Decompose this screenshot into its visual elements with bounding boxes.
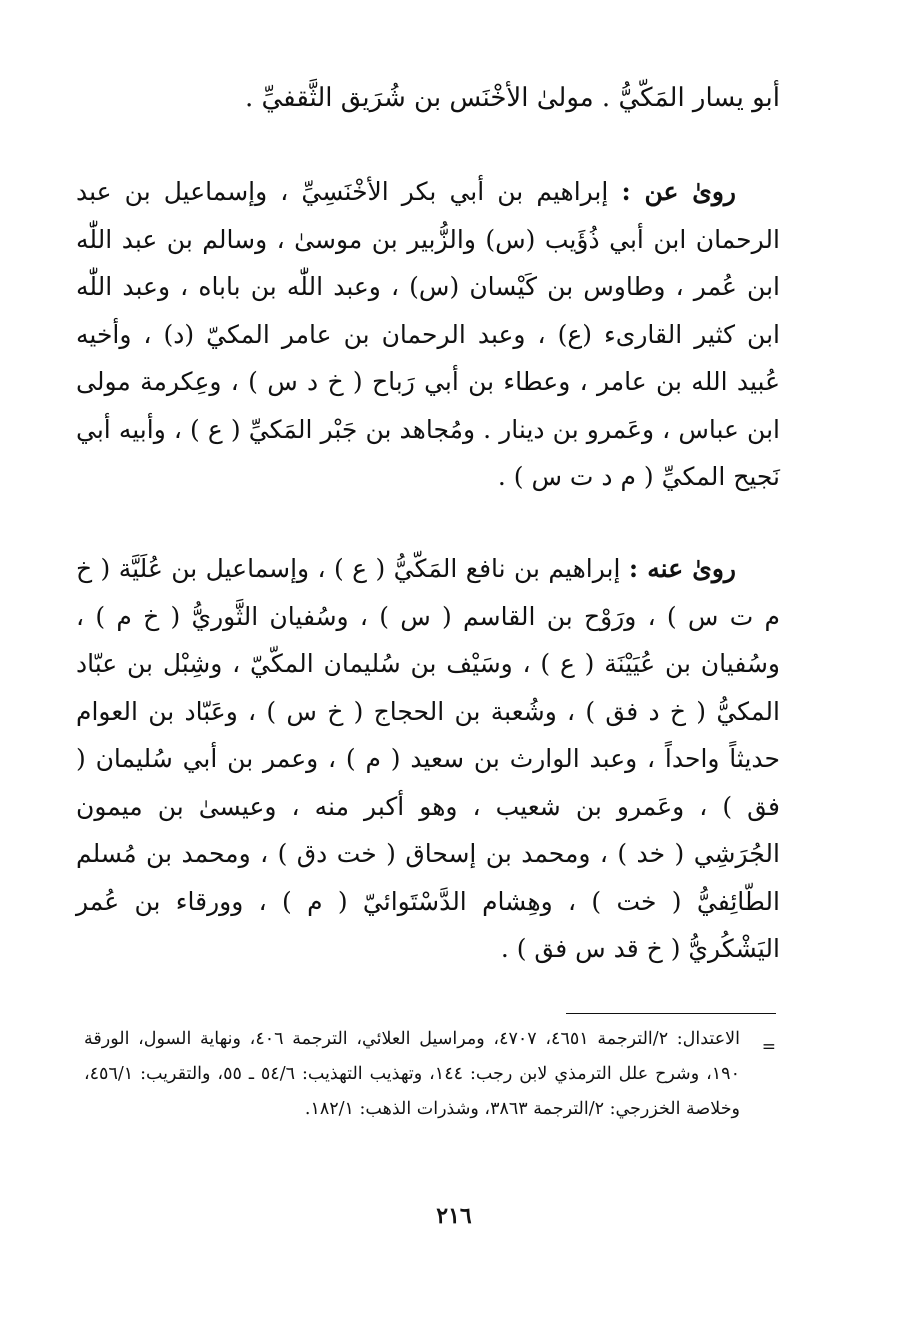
- narrated-from-section: [76, 168, 780, 501]
- narrated-by-heading: روىٰ عنه :: [628, 554, 736, 583]
- narrated-by-section: [76, 545, 780, 973]
- narrated-by-text: إبراهيم بن نافع المَكّيُّ ( ع ) ، وإسماعيل بن عُلَيَّة ( خ م ت س ) ، ورَوْح بن القاسم ( س ) ، وسُفيان الثَّوريُّ ( خ م ) ، وسُفيان بن عُيَيْنَة ( ع ) ، وسَيْف بن سُليمان المكّيّ ، وشِبْل بن عبّاد المكيُّ ( خ د فق ) ، وشُعبة بن الحجاج ( خ س ) ، وعَبّاد بن العوام حديثاً واحداً ، وعبد الوارث بن سعيد ( م ) ، وعمر بن أبي سُليمان ( فق ) ، وعَمرو بن شعيب ، وهو أكبر منه ، وعيسىٰ بن ميمون الجُرَشِي ( خد ) ، ومحمد بن إسحاق ( خت دق ) ، ومحمد بن مُسلم الطّائِفيُّ ( خت ) ، وهِشام الدَّسْتَوائيّ ( م ) ، وورقاء بن عُمر اليَشْكُريُّ ( خ قد س فق ) .: [76, 554, 780, 963]
- footnote-continuation-marker: =: [761, 1037, 776, 1057]
- page-number: ٢١٦: [436, 1203, 472, 1229]
- footnote-text: الاعتدال: ٢/الترجمة ٤٦٥١، ٤٧٠٧، ومراسيل العلائي، الترجمة ٤٠٦، ونهاية السول، الورقة ١٩٠، وشرح علل الترمذي لابن رجب: ١٤٤، وتهذيب التهذيب: ٥٤/٦ ـ ٥٥، والتقريب: ٤٥٦/١، وخلاصة الخزرجي: ٢/الترجمة ٣٨٦٣، وشذرات الذهب: ١٨٢/١.: [84, 1029, 741, 1119]
- intro-line: أبو يسار المَكّيُّ . مولىٰ الأخْنَس بن شُرَيق الثَّقفيِّ .: [244, 83, 780, 113]
- narrated-from-heading: روىٰ عن :: [621, 177, 736, 206]
- narrated-from-text: إبراهيم بن أبي بكر الأخْنَسِيِّ ، وإسماعيل بن عبد الرحمان ابن أبي ذُؤَيب (س) والزُّبير بن موسىٰ ، وسالم بن عبد اللّٰه ابن عُمر ، وطاوس بن كَيْسان (س) ، وعبد اللّٰه بن باباه ، وعبد اللّٰه ابن كثير القارىء (ع) ، وعبد الرحمان بن عامر المكيّ (د) ، وأخيه عُبيد الله بن عامر ، وعطاء بن أبي رَباح ( خ د س ) ، وعِكرمة مولى ابن عباس ، وعَمرو بن دينار . ومُجاهد بن جَبْر المَكيِّ ( ع ) ، وأبيه أبي نَجيح المكيِّ ( م د ت س ) .: [76, 177, 780, 491]
- footnote-divider: [566, 1013, 776, 1014]
